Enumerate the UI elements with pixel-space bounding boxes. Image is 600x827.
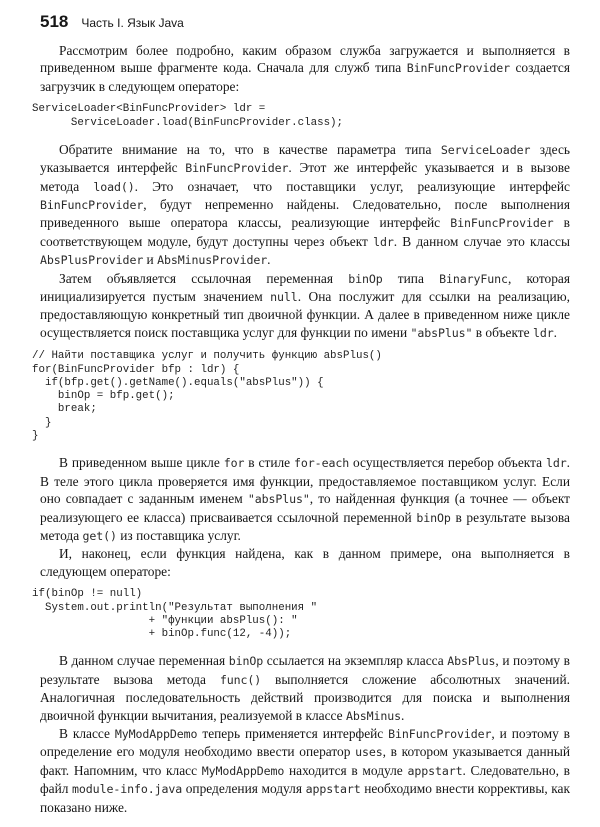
text-run: Рассмотрим более подробно, каким образом служба загружается и выполняется в приведенном выше фрагменте кода. Сначала для служб типа	[40, 43, 570, 76]
text-run: осуществляется перебор объекта	[349, 455, 546, 471]
text-run: .	[267, 252, 271, 268]
text-run: . В данном случае это классы	[393, 233, 570, 249]
paragraph	[40, 545, 570, 580]
inline-code: appstart	[305, 782, 361, 797]
text-run: И, наконец, если функция найдена, как в данном примере, она выполняется в следующем операторе:	[40, 546, 570, 579]
text-run: . Следовательно, в файл	[40, 762, 570, 797]
paragraph	[40, 141, 570, 270]
text-run: в стиле	[244, 455, 295, 471]
text-run: . В теле этого цикла проверяется имя функции, предоставляемое поставщиком услуг. Если оно совпадает с заданным именем	[40, 455, 570, 507]
running-title: Часть I. Язык Java	[81, 16, 184, 30]
inline-code: BinFuncProvider	[450, 216, 554, 231]
text-run: , которая инициализируется пустым значением	[40, 270, 570, 305]
text-run: теперь применяется интерфейс	[197, 726, 389, 742]
text-run: Затем объявляется ссылочная переменная	[59, 270, 349, 286]
text-run: здесь указывается интерфейс	[40, 141, 570, 176]
inline-code: for-each	[294, 456, 350, 471]
text-run: В приведенном выше цикле	[59, 455, 224, 471]
text-run: В данном случае переменная	[59, 653, 229, 669]
paragraph	[40, 454, 570, 545]
text-run: .	[401, 707, 405, 723]
inline-code: ldr	[532, 325, 554, 340]
inline-code: func()	[219, 672, 262, 687]
inline-code: binOp	[416, 510, 451, 525]
code-block: ServiceLoader<BinFuncProvider> ldr = ServiceLoader.load(BinFuncProvider.class);	[32, 103, 344, 129]
paragraph	[40, 652, 570, 725]
page-number: 518	[40, 12, 69, 31]
inline-code: AbsPlus	[447, 654, 496, 669]
inline-code: ldr	[546, 456, 567, 471]
inline-code: BinFuncProvider	[40, 198, 144, 213]
text-run: из поставщика услуг.	[116, 527, 241, 543]
text-run: , и поэтому в результате вызова метода	[40, 653, 571, 687]
text-run: .	[553, 324, 557, 340]
inline-code: ServiceLoader	[440, 142, 531, 157]
inline-code: "absPlus"	[410, 325, 473, 340]
inline-code: BinFuncProvider	[185, 161, 289, 176]
inline-code: BinaryFunc	[439, 271, 508, 286]
inline-code: AbsPlusProvider	[40, 253, 144, 268]
inline-code: binOp	[348, 271, 383, 286]
inline-code: "absPlus"	[247, 492, 310, 507]
text-run: В классе	[59, 726, 115, 742]
inline-code: BinFuncProvider	[388, 727, 492, 742]
text-run: . Этот же интерфейс указывается и в вызове метода	[40, 160, 570, 194]
text-run: . Это означает, что поставщики услуг, реализующие интерфейс	[134, 178, 570, 194]
inline-code: null	[270, 290, 298, 305]
inline-code: for	[223, 456, 245, 471]
inline-code: MyModAppDemo	[201, 763, 285, 778]
text-run: и	[143, 252, 158, 268]
text-run: , в котором указывается данный факт. Напомним, что класс	[40, 744, 570, 778]
text-run: , и поэтому в определение его модуля необходимо ввести оператор	[40, 726, 570, 760]
inline-code: MyModAppDemo	[114, 727, 198, 742]
text-run: создается загрузчик в следующем операторе:	[40, 60, 570, 94]
text-run: Обратите внимание на то, что в качестве параметра типа	[59, 141, 441, 157]
text-run: в соответствующем модуле, будут доступны через объект	[40, 215, 571, 249]
text-run: определения модуля	[182, 781, 306, 797]
paragraph	[40, 270, 570, 343]
inline-code: AbsMinusProvider	[157, 253, 268, 268]
book-page	[32, 12, 571, 816]
inline-code: get()	[82, 528, 117, 543]
text-run: ссылается на экземпляр класса	[263, 653, 448, 669]
text-run: находится в модуле	[284, 762, 408, 778]
text-run: . Она послужит для ссылки на реализацию, предоставляющую конкретный тип двоичной функции. А далее в приведенном ниже цикле осуществляется поиск поставщика услуг для функции по имени	[40, 289, 570, 340]
text-run: типа	[382, 270, 440, 286]
inline-code: ldr	[373, 234, 394, 249]
paragraph	[40, 42, 570, 95]
inline-code: BinFuncProvider	[406, 61, 510, 76]
text-run: необходимо внести коррективы, как показано ниже.	[40, 781, 570, 815]
inline-code: binOp	[228, 654, 264, 669]
text-run: в объекте	[472, 324, 533, 340]
inline-code: appstart	[407, 763, 463, 778]
text-run: в результате вызова метода	[40, 509, 570, 543]
page-header	[40, 12, 570, 42]
text-run: , то найденная функция (а точнее — объект реализующего ее класса) присваивается ссылочной переменной	[40, 491, 570, 525]
code-block: // Найти поставщика услуг и получить функцию absPlus() for(BinFuncProvider bfp : ldr) { if(bfp.get().getName().equals("absPlus")) { binOp = bfp.get(); break; } }	[32, 350, 382, 443]
text-run: , будут непременно найдены. Следовательно, после выполнения приведенного выше оператора классы, реализующие интерфейс	[40, 197, 570, 231]
code-block: if(binOp != null) System.out.println("Результат выполнения " + "функции absPlus(): " + binOp.func(12, -4));	[32, 588, 318, 641]
text-run: выполняется сложение абсолютных значений. Аналогичная последовательность действий производится для поиска и выполнения двоичной функции вычитания, реализуемой в классе	[40, 671, 570, 723]
inline-code: AbsMinus	[345, 708, 401, 723]
paragraph	[40, 725, 570, 816]
inline-code: load()	[93, 179, 135, 194]
inline-code: module-info.java	[72, 782, 183, 797]
inline-code: uses	[355, 745, 383, 760]
